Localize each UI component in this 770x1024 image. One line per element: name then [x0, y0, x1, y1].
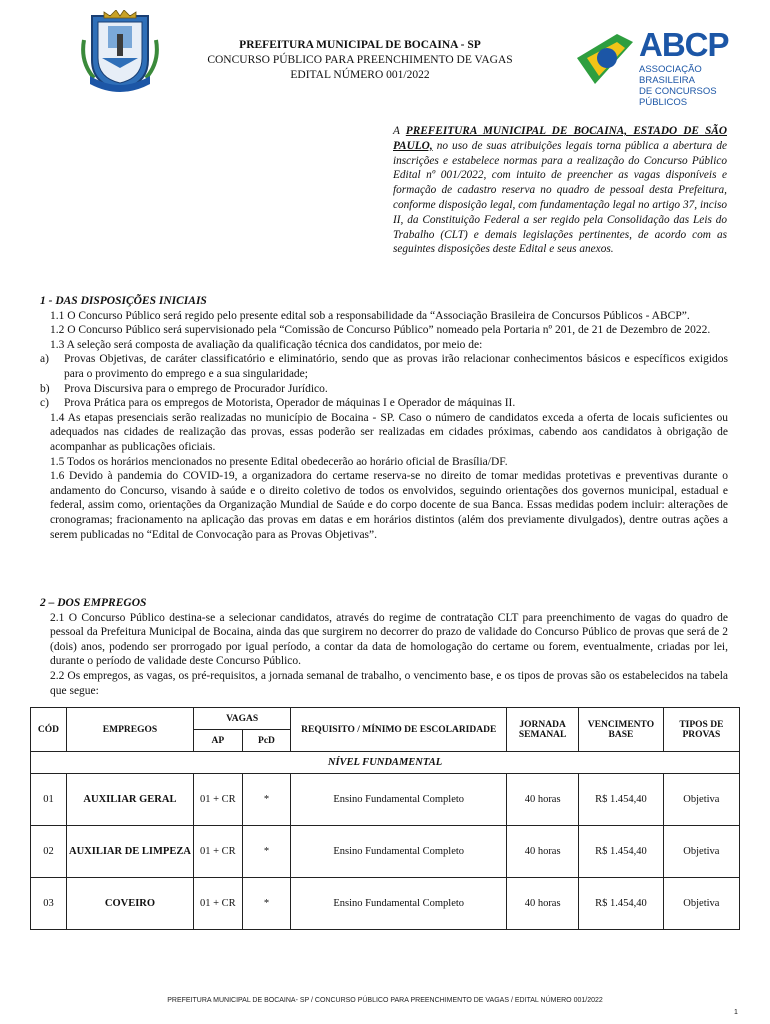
item-a-label: a) — [40, 353, 49, 366]
intro-entity: PREFEITURA MUNICIPAL DE BOCAINA, ESTADO DE SÃO PAULO, — [393, 125, 728, 152]
section2-heading: 2 – DOS EMPREGOS — [40, 597, 147, 609]
table-row — [31, 878, 740, 930]
cell-emprego: AUXILIAR GERAL — [66, 774, 193, 826]
item-b-label: b) — [40, 382, 50, 395]
cell-emprego: AUXILIAR DE LIMPEZA — [66, 826, 193, 878]
header-edital-number: EDITAL NÚMERO 001/2022 — [290, 69, 430, 81]
abcp-flag-icon — [573, 28, 637, 88]
header-title: PREFEITURA MUNICIPAL DE BOCAINA - SP — [239, 39, 481, 51]
header-vencimento: VENCIMENTO BASE — [579, 708, 664, 752]
item-a-text: Provas Objetivas, de caráter classificatório e eliminatório, sendo que as provas irão relacionar conhecimentos básicos e específicos exigidos para o provimento do emprego e a sua singularidade; — [64, 353, 728, 380]
municipal-crest-icon — [80, 10, 160, 92]
header-subtitle: CONCURSO PÚBLICO PARA PREENCHIMENTO DE VAGAS — [207, 54, 513, 66]
section-disposicoes-iniciais — [40, 294, 728, 542]
item-c-text: Prova Prática para os empregos de Motorista, Operador de máquinas I e Operador de máquinas II. — [64, 397, 516, 410]
cell-pcd: * — [242, 878, 291, 930]
cell-ap: 01 + CR — [193, 878, 242, 930]
table-row — [31, 774, 740, 826]
section-empregos — [40, 596, 728, 698]
abcp-subtitle-line2: DE CONCURSOS PÚBLICOS — [639, 86, 717, 108]
abcp-subtitle-line1: ASSOCIAÇÃO BRASILEIRA — [639, 64, 702, 86]
header-jornada: JORNADA SEMANAL — [507, 708, 579, 752]
item-b-text: Prova Discursiva para o emprego de Procurador Jurídico. — [64, 382, 328, 395]
cell-pcd: * — [242, 774, 291, 826]
clause-1-2: 1.2 O Concurso Público será supervisionado pela “Comissão de Concurso Público” nomeado pela Portaria nº 201, de 21 de Dezembro de 2022. — [50, 324, 711, 337]
cell-ap: 01 + CR — [193, 826, 242, 878]
cell-vencimento: R$ 1.454,40 — [579, 774, 664, 826]
cell-tipo: Objetiva — [663, 774, 739, 826]
cell-emprego: COVEIRO — [66, 878, 193, 930]
clause-1-1: 1.1 O Concurso Público será regido pelo presente edital sob a responsabilidade da “Associação Brasileira de Concursos Públicos - ABCP”. — [50, 309, 690, 322]
item-b — [40, 382, 728, 397]
header-cod: CÓD — [31, 708, 67, 752]
intro-paragraph — [393, 124, 727, 257]
cell-jornada: 40 horas — [507, 826, 579, 878]
clause-2-1: 2.1 O Concurso Público destina-se a selecionar candidatos, através do regime de contratação CLT para preenchimento de vagas do quadro de pessoal da Prefeitura Municipal de Bocaina, ainda das que surgirem no decorrer do prazo de validade do Concurso Público de provas que será de 2 (dois) anos, podendo ser prorrogado por igual período, a contar da data de homologação do certame ou forem, eventualmente, criadas por lei, durante o período de validade deste Concurso Público. — [50, 611, 728, 668]
header-requisito: REQUISITO / MÍNIMO DE ESCOLARIDADE — [291, 708, 507, 752]
cell-requisito: Ensino Fundamental Completo — [291, 826, 507, 878]
empregos-table — [30, 707, 740, 930]
header-tipos: TIPOS DE PROVAS — [663, 708, 739, 752]
header-ap: AP — [193, 730, 242, 752]
cell-cod: 03 — [31, 878, 67, 930]
header-empregos: EMPREGOS — [66, 708, 193, 752]
abcp-logo — [573, 26, 753, 108]
section1-heading: 1 - DAS DISPOSIÇÕES INICIAIS — [40, 295, 207, 307]
item-c — [40, 396, 728, 411]
header-pcd: PcD — [242, 730, 291, 752]
page-number: 1 — [734, 1009, 738, 1016]
level-row: NÍVEL FUNDAMENTAL — [31, 752, 740, 774]
cell-jornada: 40 horas — [507, 878, 579, 930]
abcp-subtitle — [639, 64, 753, 108]
abcp-wordmark: ABCP — [639, 26, 729, 63]
cell-vencimento: R$ 1.454,40 — [579, 878, 664, 930]
cell-cod: 01 — [31, 774, 67, 826]
cell-vencimento: R$ 1.454,40 — [579, 826, 664, 878]
clause-1-4: 1.4 As etapas presenciais serão realizadas no município de Bocaina - SP. Caso o número de candidatos exceda a oferta de locais suficientes ou adequados nas cidades de realização das provas, essas poderão ser realizadas em cidades próximas, cabendo aos candidatos à obrigação de acompanhar as publicações oficiais. — [50, 411, 728, 453]
clause-1-5: 1.5 Todos os horários mencionados no presente Edital obedecerão ao horário oficial de Brasília/DF. — [50, 455, 508, 468]
cell-pcd: * — [242, 826, 291, 878]
intro-prefix: A — [393, 125, 406, 137]
table-row — [31, 826, 740, 878]
clause-1-6: 1.6 Devido à pandemia do COVID-19, a organizadora do certame reserva-se no direito de tomar medidas protetivas e preventivas durante o andamento do Concurso, visando à saúde e o direito coletivo de todos os envolvidos, seguindo orientações dos governos municipal, estadual e federal, assim como, orientações da Organização Mundial de Saúde e do corpo docente de sua Banca. Essas medidas podem incluir: alterações de cronogramas; fracionamento na aplicação das provas em datas e em horários distintos (além dos previamente divulgados), dentre outras ações a serem publicadas no “Edital de Convocação para as Provas Objetivas”. — [50, 470, 728, 541]
cell-tipo: Objetiva — [663, 826, 739, 878]
cell-cod: 02 — [31, 826, 67, 878]
clause-1-3: 1.3 A seleção será composta de avaliação da qualificação técnica dos candidatos, por meio de: — [50, 338, 483, 351]
cell-requisito: Ensino Fundamental Completo — [291, 878, 507, 930]
document-header — [195, 38, 525, 83]
page-footer: PREFEITURA MUNICIPAL DE BOCAINA- SP / CONCURSO PÚBLICO PARA PREENCHIMENTO DE VAGAS / EDITAL NÚMERO 001/2022 — [167, 997, 603, 1004]
cell-tipo: Objetiva — [663, 878, 739, 930]
item-c-label: c) — [40, 397, 49, 410]
clause-2-2: 2.2 Os empregos, as vagas, os pré-requisitos, a jornada semanal de trabalho, o vencimento base, e os tipos de provas são os estabelecidos na tabela que segue: — [50, 669, 728, 697]
cell-jornada: 40 horas — [507, 774, 579, 826]
header-vagas: VAGAS — [193, 708, 290, 730]
cell-ap: 01 + CR — [193, 774, 242, 826]
item-a — [40, 352, 728, 381]
cell-requisito: Ensino Fundamental Completo — [291, 774, 507, 826]
intro-text: no uso de suas atribuições legais torna pública a abertura de inscrições e estabelece normas para a realização do Concurso Público Edital nº 001/2022, com intuito de preencher as vagas disponíveis e formação de cadastro reserva no quadro de pessoal desta Prefeitura, conforme disposição legal, com fundamentação legal no artigo 37, inciso II, da Constituição Federal a ser regido pela Consolidação das Leis do Trabalho (CLT) e demais legislações pertinentes, de acordo com as seguintes disposições deste Edital e seus anexos. — [393, 139, 727, 256]
